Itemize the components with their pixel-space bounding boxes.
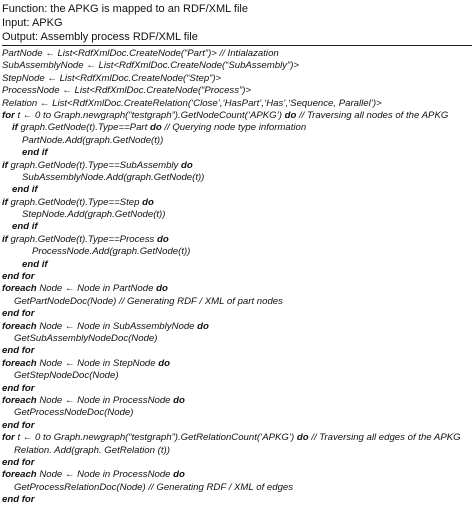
code-line — [2, 469, 472, 481]
code-keyword: end for — [2, 271, 35, 283]
code-text: t ← 0 to Graph.newgraph(“testgraph”).GetRelationCount(‘APKG’) — [14, 432, 297, 444]
code-text: GetSubAssemblyNodeDoc(Node) — [14, 332, 158, 344]
function-line: Function: the APKG is mapped to an RDF/XML file — [2, 3, 248, 15]
code-keyword: do — [181, 159, 193, 171]
code-keyword: end for — [2, 345, 35, 357]
code-text: StepNode.Add(graph.GetNode(t)) — [22, 209, 166, 221]
code-keyword: do — [149, 122, 162, 134]
code-text: // Querying node type information — [161, 122, 307, 134]
code-keyword: do — [173, 394, 185, 406]
output-line: Output: Assembly process RDF/XML file — [2, 31, 198, 43]
code-text: ProcessNode.Add(graph.GetNode(t)) — [32, 246, 191, 258]
code-line — [2, 234, 472, 246]
code-line — [2, 308, 472, 320]
code-line — [2, 358, 472, 370]
code-line — [2, 482, 472, 494]
code-text: GetStepNodeDoc(Node) — [14, 370, 119, 382]
code-keyword: if — [2, 196, 8, 208]
code-text: graph.GetNode(t).Type==Part — [17, 122, 150, 134]
code-keyword: foreach — [2, 320, 37, 332]
code-text: PartNode ← List<RdfXmlDoc.CreateNode(“Part”)> // Intialazation — [2, 48, 279, 59]
code-keyword: end if — [22, 147, 48, 159]
code-text: Node ← Node in SubAssemblyNode — [36, 320, 198, 332]
code-text: graph.GetNode(t).Type==SubAssembly — [7, 159, 182, 171]
code-text: graph.GetNode(t).Type==Step — [7, 196, 143, 208]
code-keyword: end if — [12, 184, 38, 196]
code-line — [2, 383, 472, 395]
code-text: PartNode.Add(graph.GetNode(t)) — [22, 134, 164, 146]
code-keyword: end for — [2, 456, 35, 468]
code-keyword: end if — [22, 258, 48, 270]
code-line — [2, 445, 472, 457]
code-keyword: end if — [12, 221, 38, 233]
code-text: StepNode ← List<RdfXmlDoc.CreateNode(“Step”)> — [2, 72, 222, 84]
code-line — [2, 432, 472, 444]
code-keyword: do — [142, 196, 154, 208]
code-line — [2, 370, 472, 382]
code-line — [2, 48, 472, 60]
code-text: graph.GetNode(t).Type==Process — [7, 233, 158, 245]
code-keyword: for — [2, 109, 15, 121]
code-line — [2, 98, 472, 110]
code-text: t ← 0 to Graph.newgraph(“testgraph”).GetNodeCount(‘APKG’) — [14, 109, 285, 121]
code-keyword: end for — [2, 419, 35, 431]
code-keyword: do — [296, 432, 309, 444]
code-text: Node ← Node in ProcessNode — [36, 469, 174, 481]
code-line — [2, 494, 472, 506]
code-line — [2, 85, 472, 97]
code-line — [2, 246, 472, 258]
code-text: // Traversing all edges of the APKG — [308, 432, 461, 444]
code-keyword: foreach — [2, 394, 37, 406]
code-line — [2, 296, 472, 308]
code-line — [2, 407, 472, 419]
code-line — [2, 122, 472, 134]
code-keyword: for — [2, 432, 15, 444]
code-keyword: do — [156, 283, 168, 295]
code-keyword: foreach — [2, 283, 37, 295]
code-keyword: foreach — [2, 357, 37, 369]
code-line — [2, 283, 472, 295]
code-keyword: do — [197, 320, 209, 332]
code-line — [2, 110, 472, 122]
code-line — [2, 321, 472, 333]
code-text: // Traversing all nodes of the APKG — [296, 109, 449, 121]
header-divider — [2, 45, 472, 46]
code-line — [2, 184, 472, 196]
code-text: SubAssemblyNode ← List<RdfXmlDoc.CreateNode(“SubAssembly”)> — [2, 60, 299, 72]
code-line — [2, 395, 472, 407]
pseudocode-body — [2, 48, 472, 506]
code-keyword: do — [157, 233, 169, 245]
code-line — [2, 135, 472, 147]
code-line — [2, 197, 472, 209]
code-keyword: end for — [2, 382, 35, 394]
code-line — [2, 147, 472, 159]
code-keyword: if — [12, 122, 18, 134]
code-text: Relation. Add(graph. GetRelation (t)) — [14, 444, 170, 456]
code-keyword: end for — [2, 494, 35, 506]
code-text: GetProcessRelationDoc(Node) // Generating RDF / XML of edges — [14, 481, 294, 493]
code-keyword: if — [2, 159, 8, 171]
code-keyword: do — [158, 357, 170, 369]
code-line — [2, 221, 472, 233]
code-line — [2, 271, 472, 283]
input-line: Input: APKG — [2, 17, 63, 29]
code-text: SubAssemblyNode.Add(graph.GetNode(t)) — [22, 171, 205, 183]
code-text: GetProcessNodeDoc(Node) — [14, 407, 134, 419]
code-text: Node ← Node in StepNode — [36, 357, 159, 369]
code-line — [2, 160, 472, 172]
code-text: Relation ← List<RdfXmlDoc.CreateRelation(‘Close’,‘HasPart’,‘Has’,‘Sequence, Parallel’)> — [2, 97, 382, 109]
code-keyword: do — [173, 469, 185, 481]
code-text: ProcessNode ← List<RdfXmlDoc.CreateNode(“Process”)> — [2, 85, 251, 97]
code-text: Node ← Node in ProcessNode — [36, 394, 174, 406]
code-line — [2, 209, 472, 221]
code-line — [2, 259, 472, 271]
code-keyword: do — [284, 109, 297, 121]
code-line — [2, 457, 472, 469]
code-line — [2, 345, 472, 357]
code-text: Node ← Node in PartNode — [36, 283, 157, 295]
code-line — [2, 333, 472, 345]
code-keyword: end for — [2, 308, 35, 320]
code-line — [2, 73, 472, 85]
code-keyword: if — [2, 233, 8, 245]
code-line — [2, 172, 472, 184]
code-line — [2, 420, 472, 432]
code-line — [2, 60, 472, 72]
code-text: GetPartNodeDoc(Node) // Generating RDF / XML of part nodes — [14, 295, 283, 307]
code-keyword: foreach — [2, 469, 37, 481]
